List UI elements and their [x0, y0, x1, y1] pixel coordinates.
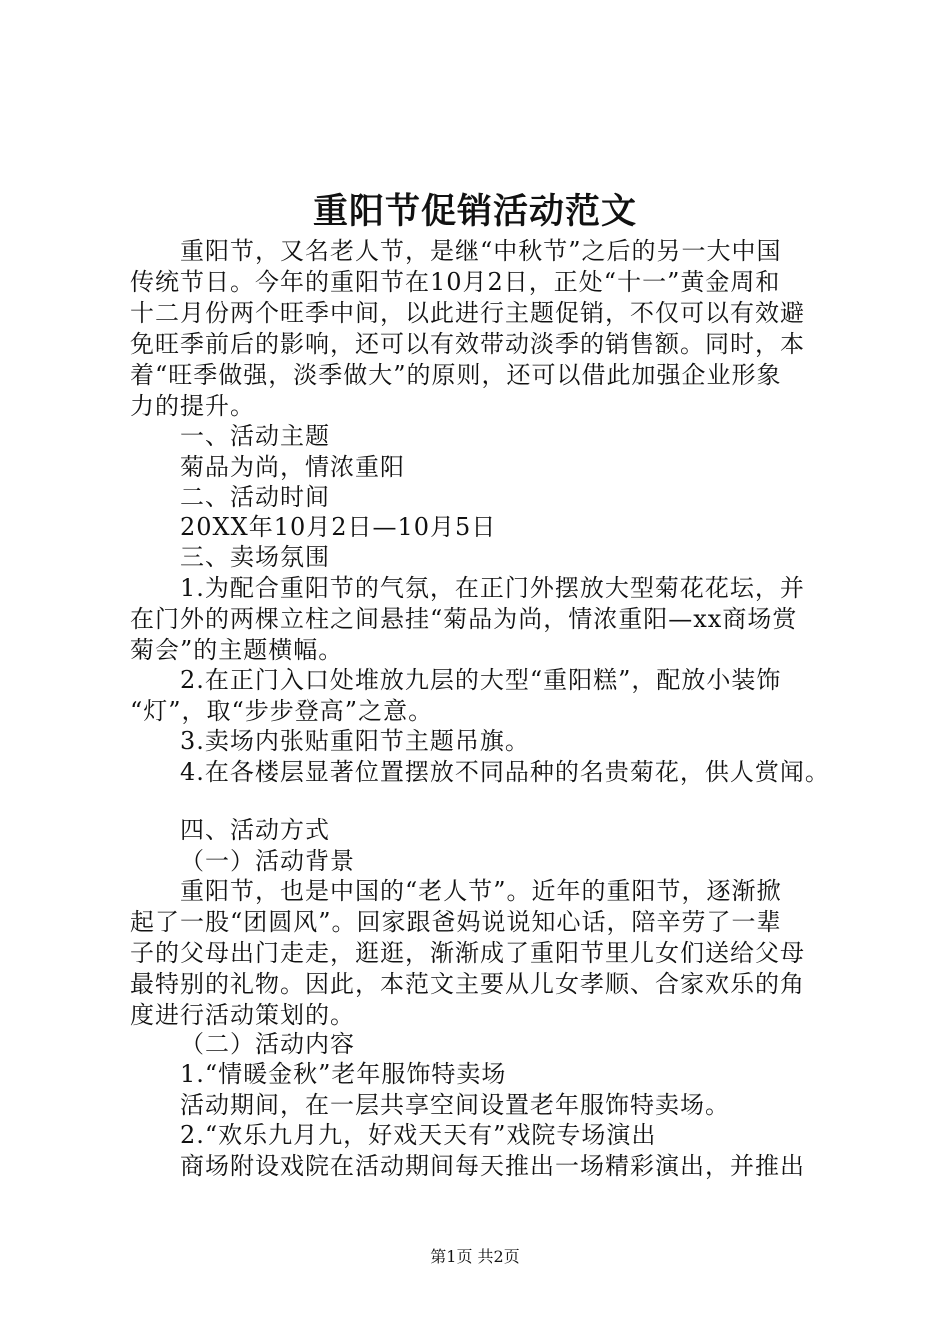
paragraph-line: 最特别的礼物。因此，本范文主要从儿女孝顺、合家欢乐的角: [130, 970, 805, 998]
section-heading: 四、活动方式: [180, 816, 330, 844]
paragraph-line: 起了一股“团圆风”。回家跟爸妈说说知心话，陪辛劳了一辈: [130, 908, 782, 936]
paragraph-line: 在门外的两棵立柱之间悬挂“菊品为尚，情浓重阳—xx商场赏: [130, 605, 798, 633]
section-heading: 一、活动主题: [180, 422, 330, 450]
paragraph-line: 十二月份两个旺季中间，以此进行主题促销，不仅可以有效避: [130, 299, 805, 327]
paragraph-line: 菊会”的主题横幅。: [130, 636, 344, 664]
paragraph-line: 免旺季前后的影响，还可以有效带动淡季的销售额。同时，本: [130, 330, 805, 358]
paragraph-line: 2.在正门入口处堆放九层的大型“重阳糕”，配放小装饰: [180, 666, 782, 694]
paragraph-line: 重阳节，又名老人节，是继“中秋节”之后的另一大中国: [180, 237, 782, 265]
document-title: 重阳节促销活动范文: [312, 191, 637, 232]
paragraph-line: 1.“情暖金秋”老年服饰特卖场: [180, 1060, 507, 1088]
paragraph-line: 力的提升。: [130, 392, 255, 420]
paragraph-line: 3.卖场内张贴重阳节主题吊旗。: [180, 727, 530, 755]
paragraph-line: 传统节日。今年的重阳节在10月2日，正处“十一”黄金周和: [130, 268, 781, 296]
paragraph-line: 2.“欢乐九月九，好戏天天有”戏院专场演出: [180, 1121, 657, 1149]
paragraph-line: “灯”，取“步步登高”之意。: [130, 697, 434, 725]
paragraph-line: 商场附设戏院在活动期间每天推出一场精彩演出，并推出: [180, 1152, 805, 1180]
section-heading: 二、活动时间: [180, 483, 330, 511]
subsection-heading: （一）活动背景: [180, 847, 355, 875]
paragraph-line: 子的父母出门走走，逛逛，渐渐成了重阳节里儿女们送给父母: [130, 939, 805, 967]
paragraph-line: 1.为配合重阳节的气氛，在正门外摆放大型菊花花坛，并: [180, 574, 805, 602]
paragraph-line: 着“旺季做强，淡季做大”的原则，还可以借此加强企业形象: [130, 361, 782, 389]
subsection-heading: （二）活动内容: [180, 1030, 355, 1058]
paragraph-line: 4.在各楼层显著位置摆放不同品种的名贵菊花，供人赏闻。: [180, 758, 830, 786]
paragraph-line: 重阳节，也是中国的“老人节”。近年的重阳节，逐渐掀: [180, 877, 782, 905]
section-heading: 三、卖场氛围: [180, 543, 330, 571]
paragraph-line: 活动期间，在一层共享空间设置老年服饰特卖场。: [180, 1091, 730, 1119]
paragraph-line: 20XX年10月2日—10月5日: [180, 513, 497, 541]
page-footer: 第1页 共2页: [430, 1247, 520, 1266]
paragraph-line: 度进行活动策划的。: [130, 1001, 355, 1029]
paragraph-line: 菊品为尚，情浓重阳: [180, 453, 405, 481]
